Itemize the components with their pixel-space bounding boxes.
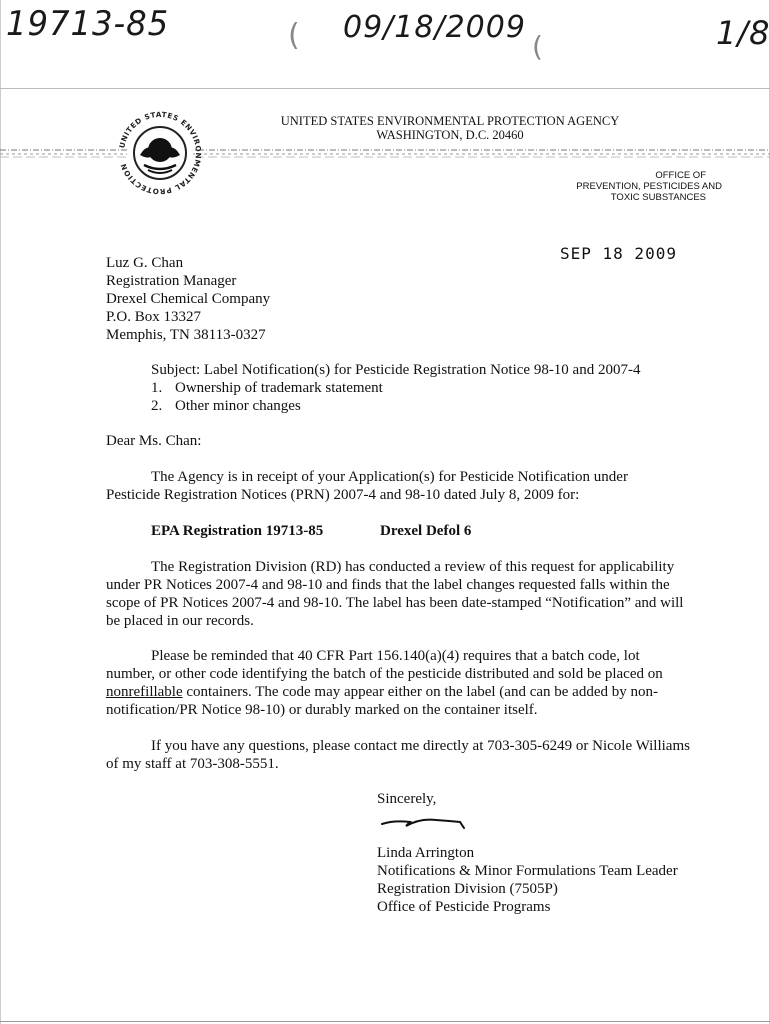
subject-line: Subject: Label Notification(s) for Pesticide Registration Notice 98-10 and 2007-4 xyxy=(151,362,641,378)
recipient-company: Drexel Chemical Company xyxy=(106,291,271,307)
epa-seal-logo xyxy=(110,103,210,203)
product-name: Drexel Defol 6 xyxy=(380,523,472,539)
recipient-title: Registration Manager xyxy=(106,273,237,289)
office-line: OFFICE OF xyxy=(655,170,706,181)
paragraph-2-line: The Registration Division (RD) has conducted a review of this request for applicability xyxy=(151,559,675,575)
paragraph-4-line: of my staff at 703-308-5551. xyxy=(106,756,279,772)
office-line: PREVENTION, PESTICIDES AND xyxy=(576,181,722,192)
subject-item-text: Ownership of trademark statement xyxy=(175,380,383,396)
paragraph-2-line: under PR Notices 2007-4 and 98-10 and finds that the label changes requested falls within the xyxy=(106,577,670,593)
seal-text: UNITED STATES ENVIRONMENTAL PROTECTION xyxy=(117,109,204,197)
agency-name: UNITED STATES ENVIRONMENTAL PROTECTION AGENCY xyxy=(280,114,620,128)
signer-office: Office of Pesticide Programs xyxy=(377,899,551,915)
paragraph-1-line: Pesticide Registration Notices (PRN) 2007-4 and 98-10 dated July 8, 2009 for: xyxy=(106,487,580,503)
scan-mark: ( xyxy=(532,30,543,63)
handwritten-page-number: 1/8 xyxy=(716,14,770,52)
signer-title: Notifications & Minor Formulations Team Leader xyxy=(377,863,678,879)
recipient-city: Memphis, TN 38113-0327 xyxy=(106,327,266,343)
subject-item-number: 2. xyxy=(151,398,163,414)
recipient-po-box: P.O. Box 13327 xyxy=(106,309,202,325)
paragraph-1-line: The Agency is in receipt of your Application(s) for Pesticide Notification under xyxy=(151,469,628,485)
signer-name: Linda Arrington xyxy=(377,845,475,861)
paragraph-3-line: Please be reminded that 40 CFR Part 156.140(a)(4) requires that a batch code, lot xyxy=(151,648,640,664)
paragraph-3-line: number, or other code identifying the batch of the pesticide distributed and sold be placed on xyxy=(106,666,663,682)
subject-item xyxy=(151,397,301,415)
underlined-term: nonrefillable xyxy=(106,684,183,700)
scan-mark: ( xyxy=(288,18,300,53)
paragraph-3-line-rest: containers. The code may appear either on the label (and can be added by non- xyxy=(182,684,658,700)
date-stamp: SEP 18 2009 xyxy=(560,244,677,263)
paragraph-3-line: notification/PR Notice 98-10) or durably marked on the container itself. xyxy=(106,702,538,718)
subject-item-text: Other minor changes xyxy=(175,398,301,414)
handwritten-file-number: 19713-85 xyxy=(6,4,170,44)
paragraph-2-line: scope of PR Notices 2007-4 and 98-10. The label has been date-stamped “Notification” and will xyxy=(106,595,684,611)
registration-number: EPA Registration 19713-85 xyxy=(151,523,324,539)
handwritten-date: 09/18/2009 xyxy=(343,10,526,45)
salutation: Dear Ms. Chan: xyxy=(106,433,202,449)
subject-item-number: 1. xyxy=(151,380,163,396)
handwritten-signature xyxy=(380,812,466,834)
header-divider xyxy=(0,88,770,89)
signer-division: Registration Division (7505P) xyxy=(377,881,558,897)
paragraph-4-line: If you have any questions, please contact me directly at 703-305-6249 or Nicole Williams xyxy=(151,738,690,754)
page-edge-bottom xyxy=(0,1021,770,1022)
closing: Sincerely, xyxy=(377,791,437,807)
recipient-name: Luz G. Chan xyxy=(106,255,184,271)
subject-item xyxy=(151,379,383,397)
office-line: TOXIC SUBSTANCES xyxy=(610,192,706,203)
paragraph-2-line: be placed in our records. xyxy=(106,613,254,629)
paragraph-3-line xyxy=(106,683,706,701)
agency-city: WASHINGTON, D.C. 20460 xyxy=(376,128,524,142)
